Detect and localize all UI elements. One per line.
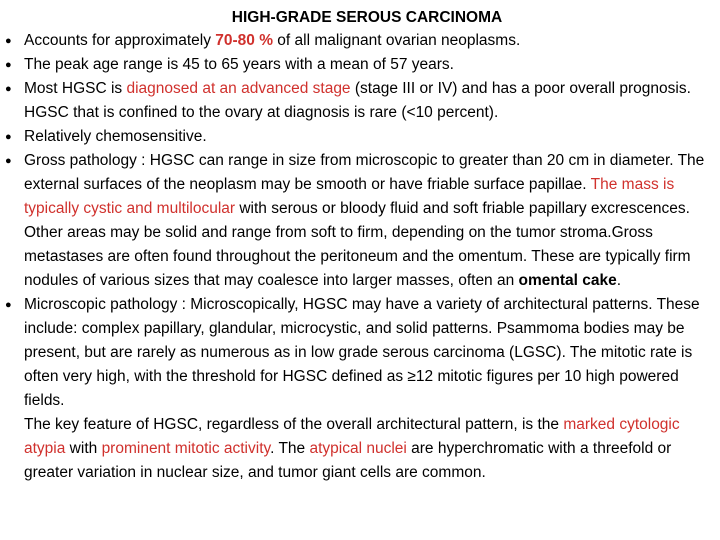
bullet-text: of all malignant ovarian neoplasms. (273, 32, 521, 49)
bullet-item-stage (4, 77, 714, 125)
bullet-icon: ● (5, 83, 12, 95)
bold-omental-cake: omental cake (518, 272, 617, 289)
bullet-text: with serous or bloody fluid and soft friable papillary excrescences. Other areas may be solid and range from soft to firm, depending on the tumor stroma.Gross metastases are often found throughout the peritoneum and the omentum. These are typically firm nodules of various sizes that may coalesce into larger masses, often an (24, 200, 691, 289)
bullet-item-age (4, 53, 714, 77)
bullet-text: The key feature of HGSC, regardless of the overall architectural pattern, is the (24, 416, 564, 433)
bullet-item-chemosensitivity (4, 125, 714, 149)
bullet-icon: ● (5, 35, 12, 47)
bullet-item-prevalence (4, 29, 714, 53)
highlight-mitotic-activity: prominent mitotic activity (101, 440, 271, 457)
bullet-text: Accounts for approximately (24, 32, 216, 49)
bullet-text: Gross pathology : HGSC can range in size from microscopic to greater than 20 cm in diameter. The external surfaces of the neoplasm may be smooth or have friable surface papillae. (24, 152, 705, 193)
bullet-text: with (65, 440, 102, 457)
highlight-cystic-mass: The mass is typically cystic and multilocular (24, 176, 675, 217)
bullet-icon: ● (5, 155, 12, 167)
bullet-text: . The (270, 440, 310, 457)
highlight-atypical-nuclei: atypical nuclei (309, 440, 407, 457)
bullet-icon: ● (5, 299, 12, 311)
bullet-text: The peak age range is 45 to 65 years with a mean of 57 years. (24, 56, 454, 73)
highlight-advanced-stage: diagnosed at an advanced stage (126, 80, 351, 97)
bullet-list (4, 29, 714, 485)
highlight-cytologic-atypia: marked cytologic atypia (24, 416, 680, 457)
highlight-percentage: 70-80 % (215, 32, 273, 49)
bullet-item-gross-pathology (4, 149, 714, 293)
bullet-icon: ● (5, 131, 12, 143)
bullet-text: Relatively chemosensitive. (24, 128, 207, 145)
bullet-text: (stage III or IV) and has a poor overall prognosis. HGSC that is confined to the ovary at diagnosis is rare (<10 percent). (24, 80, 691, 121)
bullet-text: Most HGSC is (24, 80, 127, 97)
bullet-text: are hyperchromatic with a threefold or greater variation in nuclear size, and tumor giant cells are common. (24, 440, 672, 481)
bullet-text: . (616, 272, 622, 289)
bullet-text: Microscopic pathology : Microscopically, HGSC may have a variety of architectural patterns. These include: complex papillary, glandular, microcystic, and solid patterns. Psammoma bodies may be present, but are rarely as numerous as in low grade serous carcinoma (LGSC). The mitotic rate is often very high, with the threshold for HGSC defined as ≥12 mitotic figures per 10 high powered fields. (24, 296, 700, 409)
bullet-item-microscopic-pathology (4, 293, 714, 485)
slide-title: HIGH-GRADE SEROUS CARCINOMA (231, 9, 503, 26)
bullet-icon: ● (5, 59, 12, 71)
